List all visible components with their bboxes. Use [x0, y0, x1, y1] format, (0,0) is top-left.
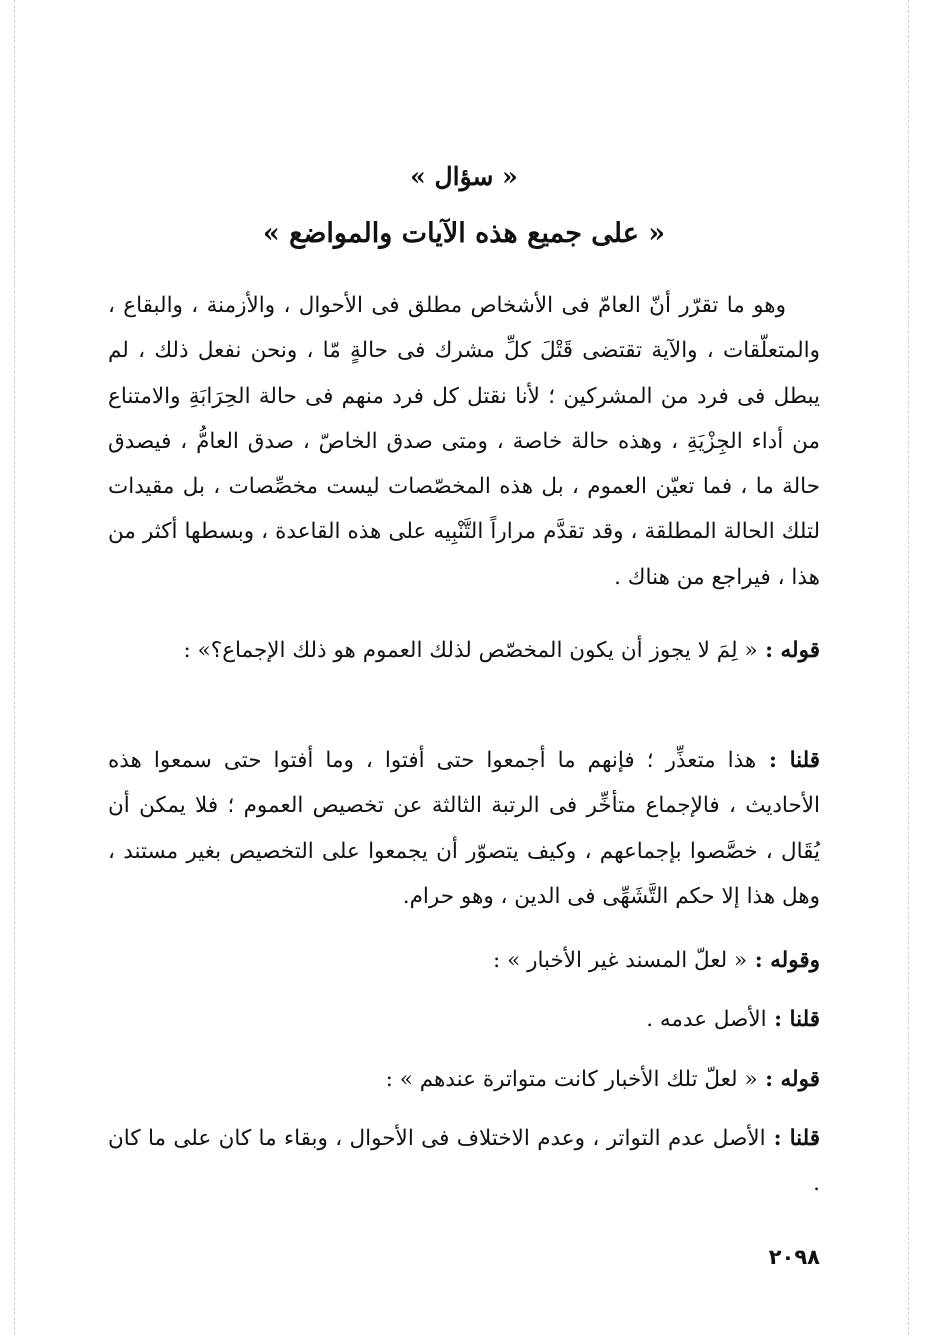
paragraph-text: الأصل عدم التواتر ، وعدم الاختلاف فى الأحوال ، وبقاء ما كان على ما كان .: [108, 1126, 820, 1197]
body-paragraph-5: [108, 997, 820, 1042]
page-number: ٢٠٩٨: [768, 1245, 820, 1269]
body-paragraph-7: [108, 1116, 820, 1207]
body-paragraph-6: [108, 1057, 820, 1102]
body-paragraph-1: وهو ما تقرّر أنّ العامّ فى الأشخاص مطلق فى الأحوال ، والأزمنة ، والبقاع ، والمتعلّقات ، والآية تقتضى قَتْلَ كلِّ مشرك فى حالةٍ مّا ، ونحن نفعل ذلك ، لم يبطل فى فرد من المشركين ؛ لأنا نقتل كل فرد منهم فى حالة الحِرَابَةِ والامتناع من أداء الجِزْيَةِ ، وهذه حالة خاصة ، ومتى صدق الخاصّ ، صدق العامُّ ، فيصدق حالة ما ، فما تعيّن العموم ، بل هذه المخصّصات ليست مخصِّصات ، بل مقيدات لتلك الحالة المطلقة ، وقد تقدَّم مراراً التَّنْبِيه على هذه القاعدة ، وبسطها أكثر من هذا ، فيراجع من هناك .: [108, 293, 820, 590]
paragraph-lead: قوله :: [765, 1067, 820, 1092]
scan-edge-right: [908, 0, 910, 1335]
paragraph-lead: قوله :: [765, 638, 820, 663]
paragraph-text: هذا متعذِّر ؛ فإنهم ما أجمعوا حتى أفتوا ، وما أفتوا حتى سمعوا هذه الأحاديث ، فالإجماع متأخِّر فى الرتبة الثالثة عن تخصيص العموم ؛ فلا يمكن أن يُقَال ، خصَّصوا بإجماعهم ، وكيف يتصوّر أن يجمعوا على التخصيص بغير مستند ، وهل هذا إلا حكم التَّشَهِّى فى الدين ، وهو حرام.: [108, 748, 820, 909]
section-title: « سؤال »: [410, 162, 518, 191]
body-paragraph-2: [108, 628, 820, 673]
paragraph-text: « لِمَ لا يجوز أن يكون المخصّص لذلك العموم هو ذلك الإجماع؟» :: [183, 638, 758, 663]
paragraph-text: « لعلّ تلك الأخبار كانت متواترة عندهم » :: [385, 1067, 758, 1092]
body-paragraph-4: [108, 938, 820, 983]
scan-edge-left: [14, 0, 16, 1335]
body-paragraph-3: [108, 738, 820, 919]
paragraph-text: « لعلّ المسند غير الأخبار » :: [493, 948, 748, 973]
paragraph-lead: قلنا :: [773, 1126, 820, 1151]
paragraph-lead: قلنا :: [774, 1007, 820, 1032]
section-subtitle: « على جميع هذه الآيات والمواضع »: [262, 218, 666, 249]
paragraph-text: الأصل عدمه .: [646, 1007, 767, 1032]
paragraph-lead: قلنا :: [768, 748, 820, 773]
paragraph-lead: وقوله :: [754, 948, 820, 973]
